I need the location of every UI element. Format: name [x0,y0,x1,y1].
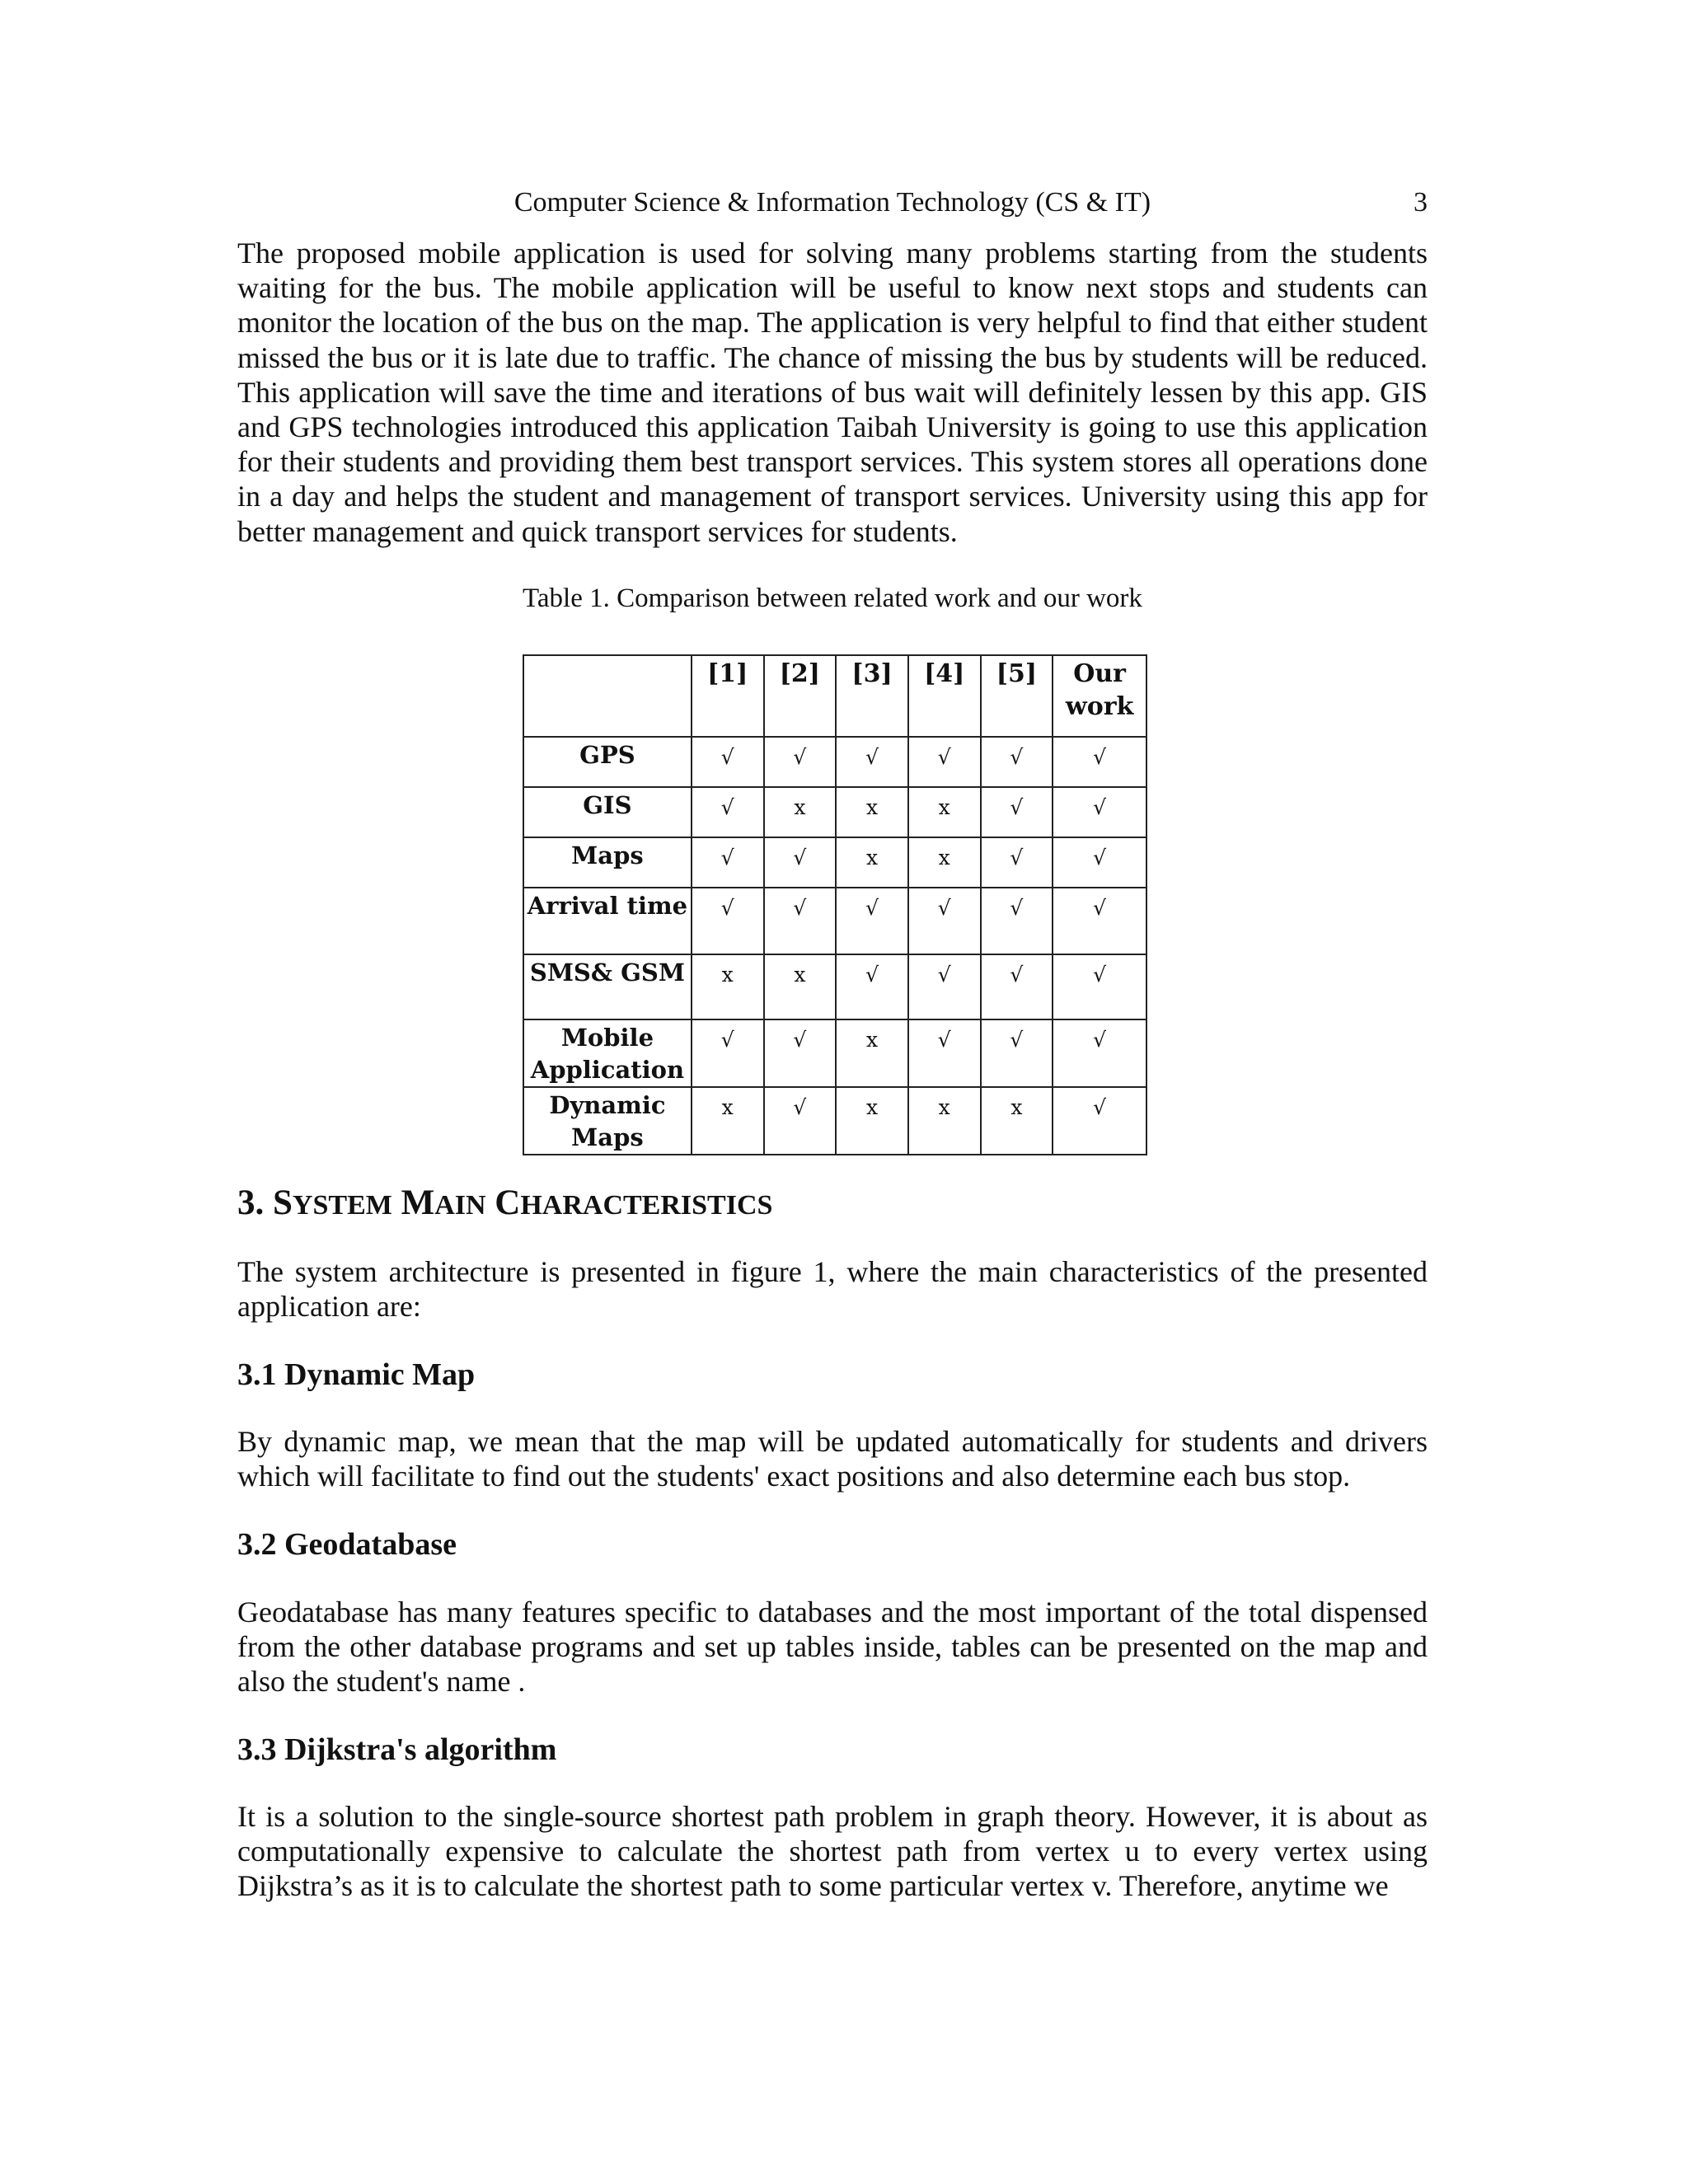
table-row [523,1087,1146,1155]
row-label: GPS [523,737,692,787]
table-cell: √ [908,737,981,787]
table-cell: √ [1053,787,1146,837]
table-cell: √ [692,837,764,888]
table-cell: √ [1053,888,1146,954]
section-intro-paragraph: The system architecture is presented in figure 1, where the main characteristics of the presented application are: [237,1255,1428,1324]
table-cell: √ [908,1019,981,1087]
table-cell: x [836,787,908,837]
subsection-heading-dijkstra: 3.3 Dijkstra's algorithm [237,1732,557,1767]
running-header [237,185,1428,221]
table-cell: x [836,837,908,888]
column-header-ref-5: [5] [981,655,1053,737]
table-cell: √ [836,888,908,954]
geodatabase-paragraph: Geodatabase has many features specific to databases and the most important of the total dispensed from the other database programs and set up tables inside, tables can be presented on the map and also the student's name . [237,1596,1428,1699]
table-cell: √ [1053,1087,1146,1155]
table-cell: √ [836,737,908,787]
table-cell: √ [692,1019,764,1087]
table-cell: x [836,1019,908,1087]
dynamic-map-paragraph: By dynamic map, we mean that the map will be updated automatically for students and drivers which will facilitate to find out the students' exact positions and also determine each bus stop. [237,1425,1428,1493]
comparison-table [523,654,1147,1155]
table-cell: x [692,1087,764,1155]
column-header-empty [523,655,692,737]
column-header-ref-4: [4] [908,655,981,737]
column-header-ref-3: [3] [836,655,908,737]
running-title: Computer Science & Information Technology (CS & IT) [513,187,1151,218]
table-cell: √ [908,954,981,1019]
table-cell: √ [764,888,837,954]
table-cell: √ [981,888,1053,954]
table-cell: √ [908,888,981,954]
table-header-row [523,655,1146,737]
row-label: Maps [523,837,692,888]
table-cell: √ [1053,837,1146,888]
table-caption: Table 1. Comparison between related work and our work [523,583,1142,613]
table-cell: √ [981,737,1053,787]
subsection-heading-dynamic-map: 3.1 Dynamic Map [237,1357,476,1392]
table-row [523,837,1146,888]
table-cell: √ [1053,737,1146,787]
intro-paragraph: The proposed mobile application is used for solving many problems starting from the students waiting for the bus. The mobile application will be useful to know next stops and students can monitor the location of the bus on the map. The application is very helpful to find that either student missed the bus or it is late due to traffic. The chance of missing the bus by students will be reduced. This application will save the time and iterations of bus wait will definitely lessen by this app. GIS and GPS technologies introduced this application Taibah University is going to use this application for their students and providing them best transport services. This system stores all operations done in a day and helps the student and management of transport services. University using this app for better management and quick transport services for students. [237,237,1428,548]
table-cell: √ [692,787,764,837]
table-cell: √ [764,737,837,787]
section-number: 3. [237,1183,265,1222]
table-cell: x [764,787,837,837]
table-cell: x [908,1087,981,1155]
table-cell: √ [1053,954,1146,1019]
table-cell: √ [981,787,1053,837]
table-row [523,787,1146,837]
table-cell: √ [764,1087,837,1155]
row-label: Dynamic Maps [523,1087,692,1155]
row-label: GIS [523,787,692,837]
table-cell: √ [836,954,908,1019]
table-cell: x [981,1087,1053,1155]
heading-word: CHARACTERISTICS [495,1183,773,1222]
column-header-ref-1: [1] [692,655,764,737]
page-number: 3 [1414,187,1428,218]
table-cell: √ [764,837,837,888]
subsection-heading-geodatabase: 3.2 Geodatabase [237,1527,457,1562]
table-row [523,954,1146,1019]
row-label: Mobile Application [523,1019,692,1087]
table-cell: x [764,954,837,1019]
column-header-our-work: Our work [1053,655,1146,737]
row-label: Arrival time [523,888,692,954]
table-cell: √ [1053,1019,1146,1087]
row-label: SMS& GSM [523,954,692,1019]
table-row [523,737,1146,787]
table-row [523,1019,1146,1087]
table-cell: √ [764,1019,837,1087]
table-cell: √ [981,954,1053,1019]
table-cell: √ [981,1019,1053,1087]
table-cell: √ [692,888,764,954]
table-cell: √ [981,837,1053,888]
table-cell: x [836,1087,908,1155]
section-heading [237,1180,1428,1229]
table-cell: x [692,954,764,1019]
heading-word: SYSTEM [273,1183,392,1222]
dijkstra-paragraph: It is a solution to the single-source shortest path problem in graph theory. However, it is about as computationally expensive to calculate the shortest path from vertex u to every vertex using Dijkstra’s as it is to calculate the shortest path to some particular vertex v. Therefore, anytime we [237,1800,1428,1903]
table-cell: √ [692,737,764,787]
table-cell: x [908,837,981,888]
heading-word: MAIN [401,1183,486,1222]
table-cell: x [908,787,981,837]
column-header-ref-2: [2] [764,655,837,737]
table-row [523,888,1146,954]
